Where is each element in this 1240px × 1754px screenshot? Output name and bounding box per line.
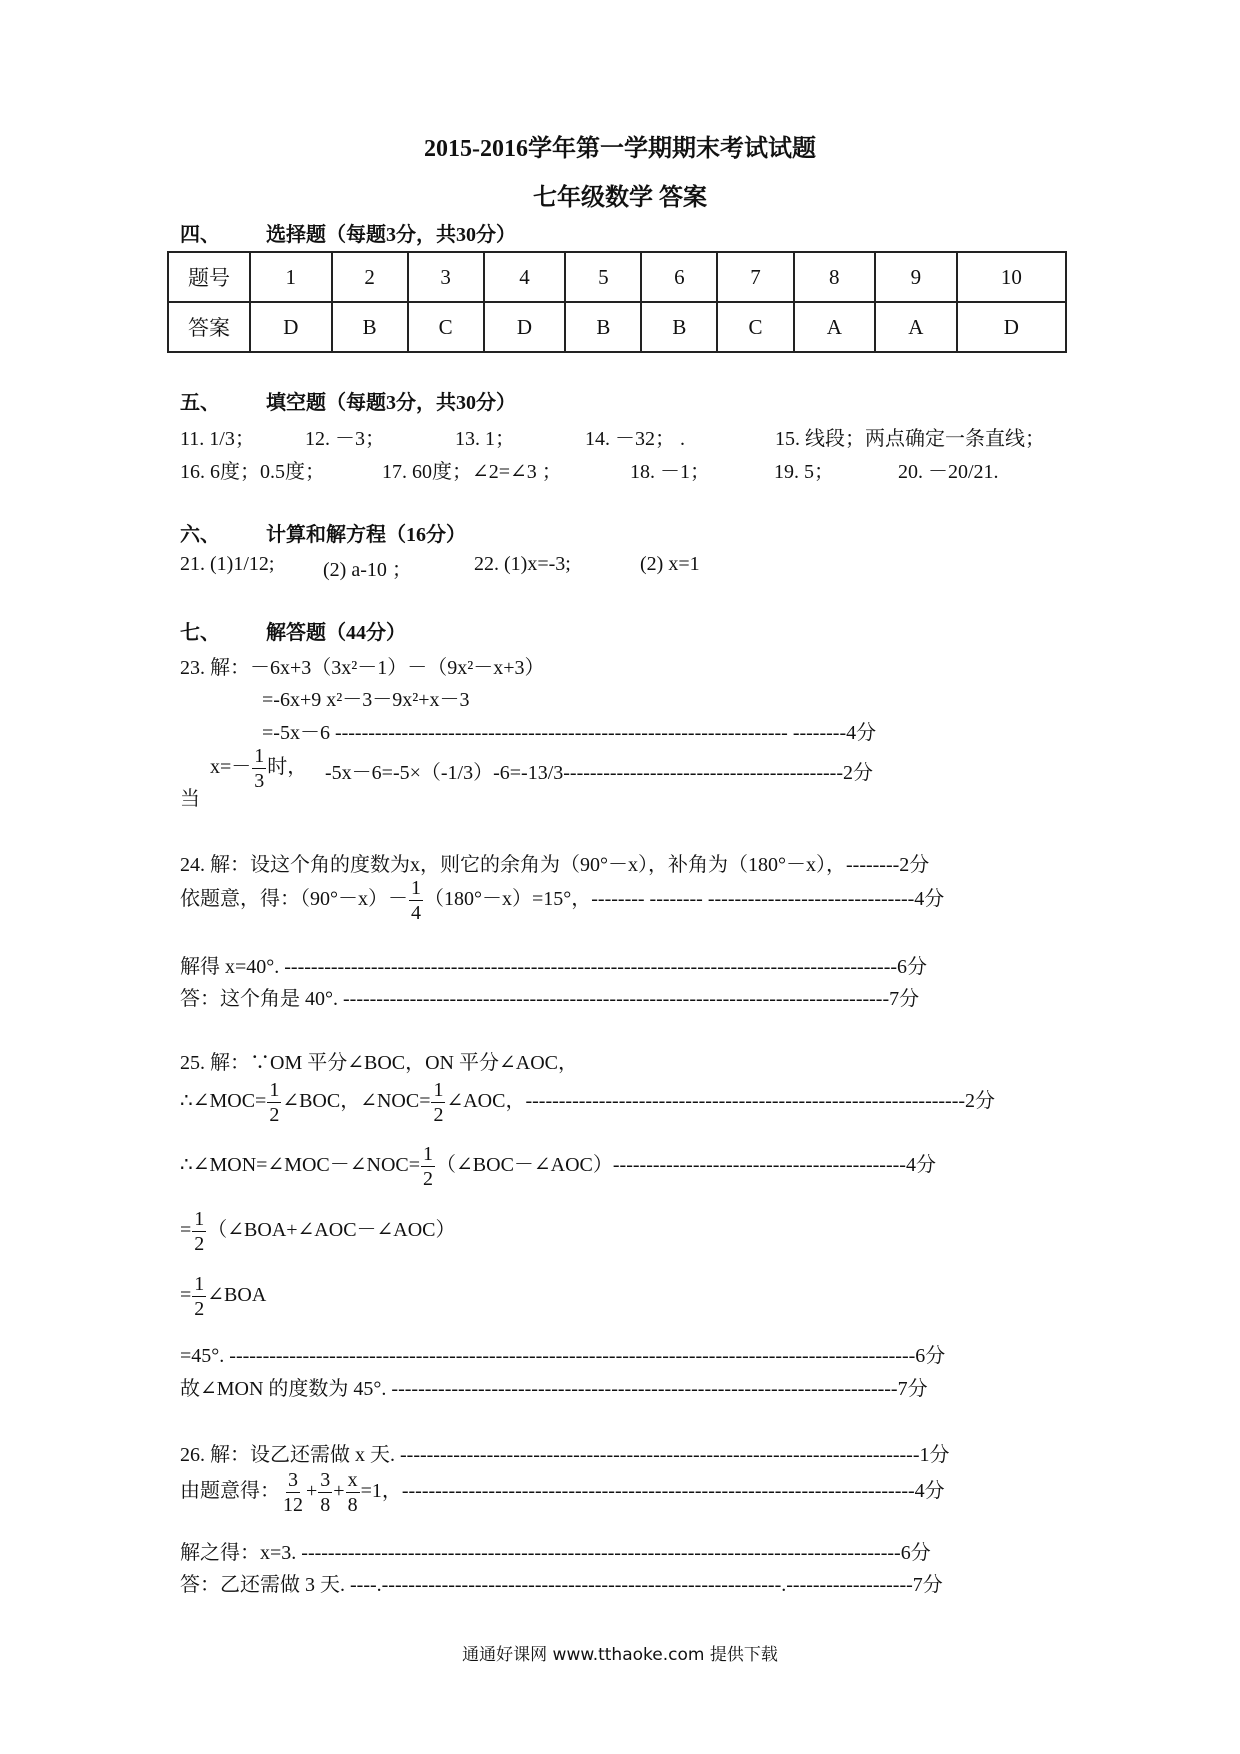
q23-line-4-prefix: 当 — [180, 788, 200, 810]
q23-x-label: x=－ — [210, 756, 252, 779]
fill-answer-20: 20. －20/21. — [898, 461, 999, 483]
section-7-number: 七、 — [180, 622, 220, 644]
table-cell: 5 — [565, 252, 641, 302]
q25-line-2-c: ∠AOC，------------------------------------------------------------------2分 — [446, 1090, 996, 1113]
choice-answer-table — [167, 251, 1067, 353]
table-cell: C — [408, 302, 484, 352]
fraction-denominator: 8 — [320, 1494, 331, 1516]
fill-answer-12: 12. －3； — [305, 428, 385, 450]
q25-line-3-b: （∠BOC－∠AOC）--------------------------------------------4分 — [436, 1154, 936, 1177]
q24-line-3: 解得 x=40°. --------------------------------------------------------------------------------------------6分 — [180, 956, 928, 978]
calc-answer-22b: (2) x=1 — [640, 553, 700, 575]
section-6-number: 六、 — [180, 524, 220, 546]
calc-answer-21b: (2) a-10 ； — [323, 559, 412, 581]
table-cell: 8 — [794, 252, 876, 302]
q26-line-1: 26. 解：设乙还需做 x 天. ------------------------------------------------------------------------------1分 — [180, 1444, 950, 1466]
fraction-denominator: 2 — [423, 1168, 434, 1190]
q25-fraction-half — [421, 1144, 435, 1189]
table-cell: 4 — [484, 252, 566, 302]
q25-fraction-half — [192, 1274, 206, 1319]
fraction-denominator: 3 — [254, 770, 265, 792]
table-cell: 7 — [717, 252, 793, 302]
q25-line-3-a: ∴∠MON=∠MOC－∠NOC= — [180, 1154, 421, 1177]
q25-line-2-a: ∴∠MOC= — [180, 1090, 267, 1113]
q25-line-6: =45°. -------------------------------------------------------------------------------------------------------6分 — [180, 1345, 946, 1367]
q25-line-4-b: （∠BOA+∠AOC－∠AOC） — [207, 1219, 456, 1242]
q23-x-value — [210, 746, 307, 791]
calc-answer-22a: 22. (1)x=-3; — [474, 553, 571, 575]
fraction-numerator: x — [347, 1469, 358, 1491]
fraction-denominator: 4 — [411, 902, 421, 924]
q24-line-2-b: （180°－x）=15°，-------- -------- -------------------------------4分 — [424, 888, 945, 911]
q25-line-7: 故∠MON 的度数为 45°. ----------------------------------------------------------------------------7分 — [180, 1378, 928, 1400]
fill-answer-13: 13. 1； — [455, 428, 515, 450]
section-5-number: 五、 — [180, 392, 220, 414]
q23-shi: 时， — [267, 756, 308, 779]
fill-answer-18: 18. －1； — [630, 461, 710, 483]
table-cell: 6 — [641, 252, 717, 302]
q25-line-3 — [180, 1144, 936, 1189]
fill-answer-19: 19. 5； — [774, 461, 834, 483]
q26-line-4: 答：乙还需做 3 天. ----.------------------------------------------------------------.-------------------7分 — [180, 1574, 943, 1596]
q25-line-5-b: ∠BOA — [207, 1284, 267, 1307]
q26-fraction-2 — [318, 1470, 332, 1515]
section-5-heading — [180, 386, 516, 415]
table-cell: C — [717, 302, 793, 352]
fill-answer-11: 11. 1/3； — [180, 428, 255, 450]
table-cell: A — [875, 302, 957, 352]
doc-title: 2015-2016学年第一学期期末考试试题 — [424, 136, 816, 162]
calc-answer-21a: 21. (1)1/12; — [180, 553, 275, 575]
q24-line-2-a: 依题意，得：（90°－x）－ — [180, 888, 408, 911]
table-head-number: 题号 — [168, 252, 250, 302]
q25-line-5 — [180, 1274, 266, 1319]
table-cell: D — [250, 302, 332, 352]
table-row-numbers — [168, 252, 1066, 302]
fraction-numerator: 1 — [254, 745, 265, 767]
q25-line-4 — [180, 1209, 456, 1254]
table-cell: B — [565, 302, 641, 352]
table-cell: B — [641, 302, 717, 352]
q23-line-2: =-6x+9 x²－3－9x²+x－3 — [262, 689, 470, 711]
q25-fraction-half — [192, 1209, 206, 1254]
q25-fraction-half — [267, 1080, 281, 1125]
q24-line-4: 答：这个角是 40°. ----------------------------------------------------------------------------------7分 — [180, 988, 920, 1010]
q25-line-1: 25. 解：∵OM 平分∠BOC，ON 平分∠AOC， — [180, 1052, 578, 1074]
q25-line-2-b: ∠BOC，∠NOC= — [282, 1090, 431, 1113]
section-6-title: 计算和解方程（16分） — [266, 524, 466, 546]
q26-line-2-a: 由题意得： — [180, 1480, 280, 1503]
q26-fraction-1 — [281, 1470, 305, 1515]
q26-line-2: 由题意得： $\frac{3}{12}$ + $\frac{3}{8}$ + $\frac{x}{8}$ =1，-----------------------------------------------------------------------------4分 — [180, 1469, 945, 1516]
q25-fraction-half — [431, 1080, 445, 1125]
fraction-denominator: 2 — [194, 1298, 205, 1320]
fraction-denominator: 2 — [269, 1104, 280, 1126]
fraction-denominator: 2 — [433, 1104, 444, 1126]
fill-answer-14: 14. －32； . — [585, 428, 685, 450]
fraction-numerator: 3 — [288, 1469, 298, 1491]
fraction-numerator: 1 — [433, 1079, 444, 1101]
fraction-denominator: 8 — [347, 1494, 358, 1516]
fraction-denominator: 12 — [283, 1494, 303, 1516]
q24-line-1: 24. 解：设这个角的度数为x，则它的余角为（90°－x），补角为（180°－x），--------2分 — [180, 854, 930, 876]
section-4-title: 选择题（每题3分，共30分） — [266, 224, 516, 246]
section-7-heading — [180, 616, 406, 645]
table-cell: A — [794, 302, 876, 352]
table-cell: 2 — [332, 252, 408, 302]
table-cell: 10 — [957, 252, 1066, 302]
q23-fraction — [252, 746, 266, 791]
q25-line-2 — [180, 1080, 995, 1125]
table-cell: 1 — [250, 252, 332, 302]
q23-line-3: =-5x－6 -------------------------------------------------------------------- --------4分 — [262, 722, 877, 744]
fraction-numerator: 1 — [411, 877, 421, 899]
table-cell: 3 — [408, 252, 484, 302]
fill-answer-16: 16. 6度；0.5度； — [180, 461, 325, 483]
table-cell: D — [957, 302, 1066, 352]
fraction-numerator: 1 — [423, 1143, 434, 1165]
fill-answer-15: 15. 线段；两点确定一条直线； — [775, 428, 1045, 450]
section-6-heading — [180, 518, 466, 547]
q25-line-5-a: = — [180, 1284, 192, 1307]
q23-line-4-rest: -5x－6=-5×（-1/3）-6=-13/3------------------------------------------2分 — [325, 762, 873, 784]
table-row-answers — [168, 302, 1066, 352]
q24-fraction — [409, 878, 423, 923]
table-cell: B — [332, 302, 408, 352]
table-cell: D — [484, 302, 566, 352]
fraction-numerator: 1 — [269, 1079, 280, 1101]
doc-subtitle: 七年级数学 答案 — [533, 185, 707, 211]
fraction-denominator: 2 — [194, 1233, 205, 1255]
q24-line-2 — [180, 878, 944, 923]
section-4-heading — [180, 218, 516, 247]
footer-source: 通通好课网 www.tthaoke.com 提供下载 — [462, 1645, 778, 1665]
table-head-answer: 答案 — [168, 302, 250, 352]
section-7-title: 解答题（44分） — [266, 622, 406, 644]
section-4-number: 四、 — [180, 224, 220, 246]
q26-fraction-3 — [346, 1470, 360, 1515]
q26-line-2-b: =1，-----------------------------------------------------------------------------4分 — [360, 1480, 945, 1503]
fraction-numerator: 1 — [194, 1273, 205, 1295]
q25-line-4-a: = — [180, 1219, 192, 1242]
section-5-title: 填空题（每题3分，共30分） — [266, 392, 516, 414]
q23-line-1: 23. 解：－6x+3（3x²－1）－（9x²－x+3） — [180, 657, 545, 679]
fraction-numerator: 1 — [194, 1208, 205, 1230]
fraction-numerator: 3 — [320, 1469, 331, 1491]
fill-answer-17: 17. 60度；∠2=∠3 ； — [382, 461, 562, 483]
q26-line-3: 解之得：x=3. ------------------------------------------------------------------------------------------6分 — [180, 1542, 931, 1564]
table-cell: 9 — [875, 252, 957, 302]
